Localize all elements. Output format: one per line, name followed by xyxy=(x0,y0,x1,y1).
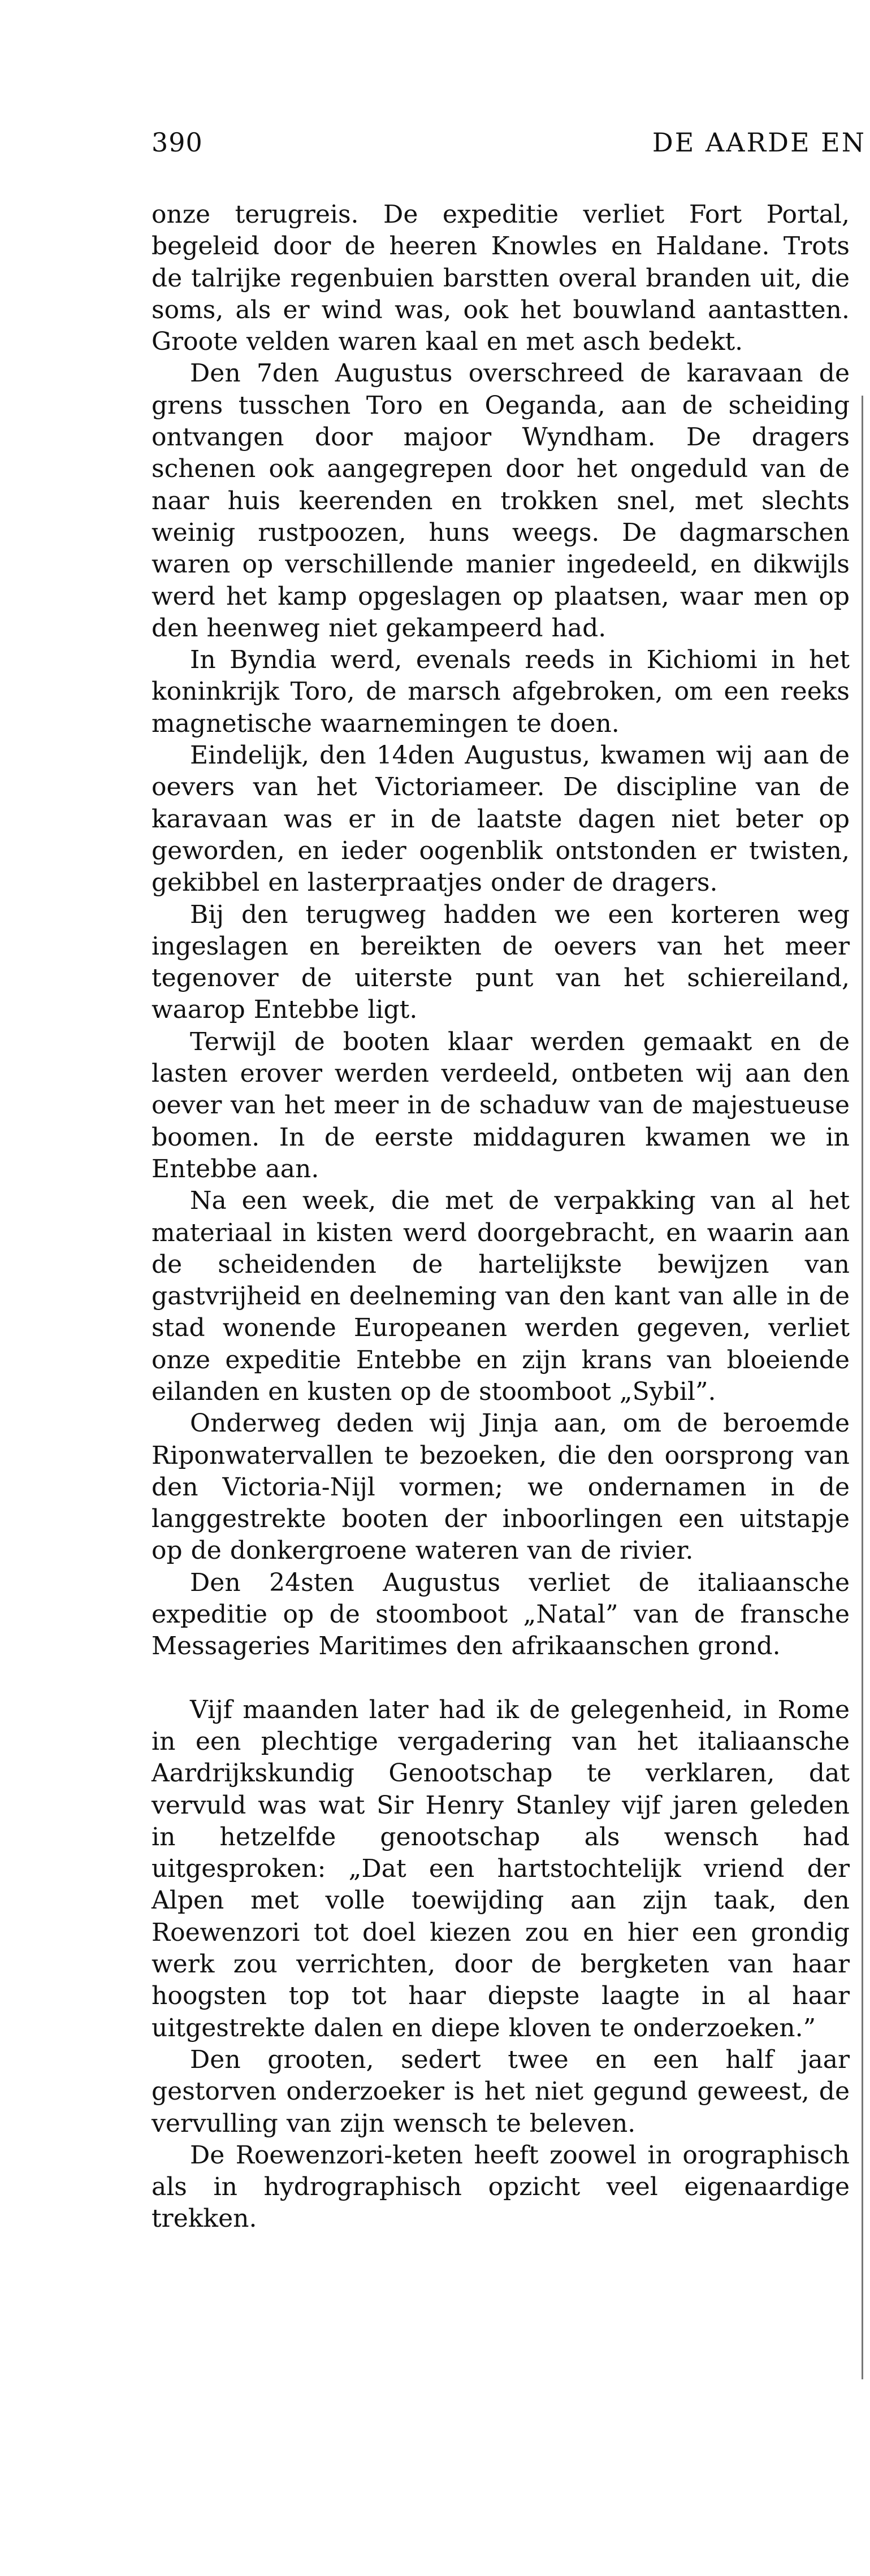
paragraph-5: Bij den terugweg hadden we een korteren weg ingeslagen en bereikten de oevers van het meer tegenover de uiterste punt van het schiereiland, waarop Entebbe ligt. xyxy=(152,900,850,1025)
paragraph-2: Den 7den Augustus overschreed de karavaan de grens tusschen Toro en Oeganda, aan de scheiding ontvangen door majoor Wyndham. De dragers schenen ook aangegrepen door het ongeduld van de naar huis keerenden en trokken snel, met slechts weinig rustpoozen, huns weegs. De dagmarschen waren op verschillende manier ingedeeld, en dikwijls werd het kamp opgeslagen op plaatsen, waar men op den heenweg niet gekampeerd had. xyxy=(152,359,850,643)
paragraph-1: onze terugreis. De expeditie verliet Fort Portal, begeleid door de heeren Knowles en Haldane. Trots de talrijke regenbuien barstten overal branden uit, die soms, als er wind was, ook het bouwland aantastten. Groote velden waren kaal en met asch bedekt. xyxy=(152,200,850,357)
page-number: 390 xyxy=(152,127,203,158)
section-break xyxy=(152,1663,850,1694)
paragraph-10: Vijf maanden later had ik de gelegenheid, in Rome in een plechtige vergadering van het italiaansche Aardrijkskundig Genootschap te verklaren, dat vervuld was wat Sir Henry Stanley vijf jaren geleden in hetzelfde genootschap als wensch had uitgesproken: „Dat een hartstochtelijk vriend der Alpen met volle toewijding aan zijn taak, den Roewenzori tot doel kiezen zou en hier een grondig werk zou verrichten, door de bergketen van haar hoogsten top tot haar diepste laagte in al haar uitgestrekte dalen en diepe kloven te onderzoeken.” xyxy=(152,1695,850,2042)
paragraph-4: Eindelijk, den 14den Augustus, kwamen wij aan de oevers van het Victoriameer. De discipline van de karavaan was er in de laatste dagen niet beter op geworden, en ieder oogenblik ontstonden er twisten, gekibbel en lasterpraatjes onder de dragers. xyxy=(152,741,850,897)
body-text xyxy=(152,199,850,2235)
column-rule xyxy=(862,396,863,2379)
paragraph-11: Den grooten, sedert twee en een half jaar gestorven onderzoeker is het niet gegund geweest, de vervulling van zijn wensch te beleven. xyxy=(152,2045,850,2138)
running-title: DE AARDE EN xyxy=(652,127,866,158)
paragraph-3: In Byndia werd, evenals reeds in Kichiomi in het koninkrijk Toro, de marsch afgebroken, om een reeks magnetische waarnemingen te doen. xyxy=(152,645,850,738)
paragraph-6: Terwijl de booten klaar werden gemaakt en de lasten erover werden verdeeld, ontbeten wij aan den oever van het meer in de schaduw van de majestueuse boomen. In de eerste middaguren kwamen we in Entebbe aan. xyxy=(152,1027,850,1183)
paragraph-9: Den 24sten Augustus verliet de italiaansche expeditie op de stoomboot „Natal” van de fransche Messageries Maritimes den afrikaanschen grond. xyxy=(152,1568,850,1661)
paragraph-12: De Roewenzori-keten heeft zoowel in orographisch als in hydrographisch opzicht veel eigenaardige trekken. xyxy=(152,2140,850,2234)
running-head xyxy=(152,125,866,165)
paragraph-8: Onderweg deden wij Jinja aan, om de beroemde Riponwatervallen te bezoeken, die den oorsprong van den Victoria-Nijl vormen; we ondernamen in de langgestrekte booten der inboorlingen een uitstapje op de donkergroene wateren van de rivier. xyxy=(152,1409,850,1565)
paragraph-7: Na een week, die met de verpakking van al het materiaal in kisten werd doorgebracht, en waarin aan de scheidenden de hartelijkste bewijzen van gastvrijheid en deelneming van den kant van alle in de stad wonende Europeanen werden gegeven, verliet onze expeditie Entebbe en zijn krans van bloeiende eilanden en kusten op de stoomboot „Sybil”. xyxy=(152,1186,850,1406)
